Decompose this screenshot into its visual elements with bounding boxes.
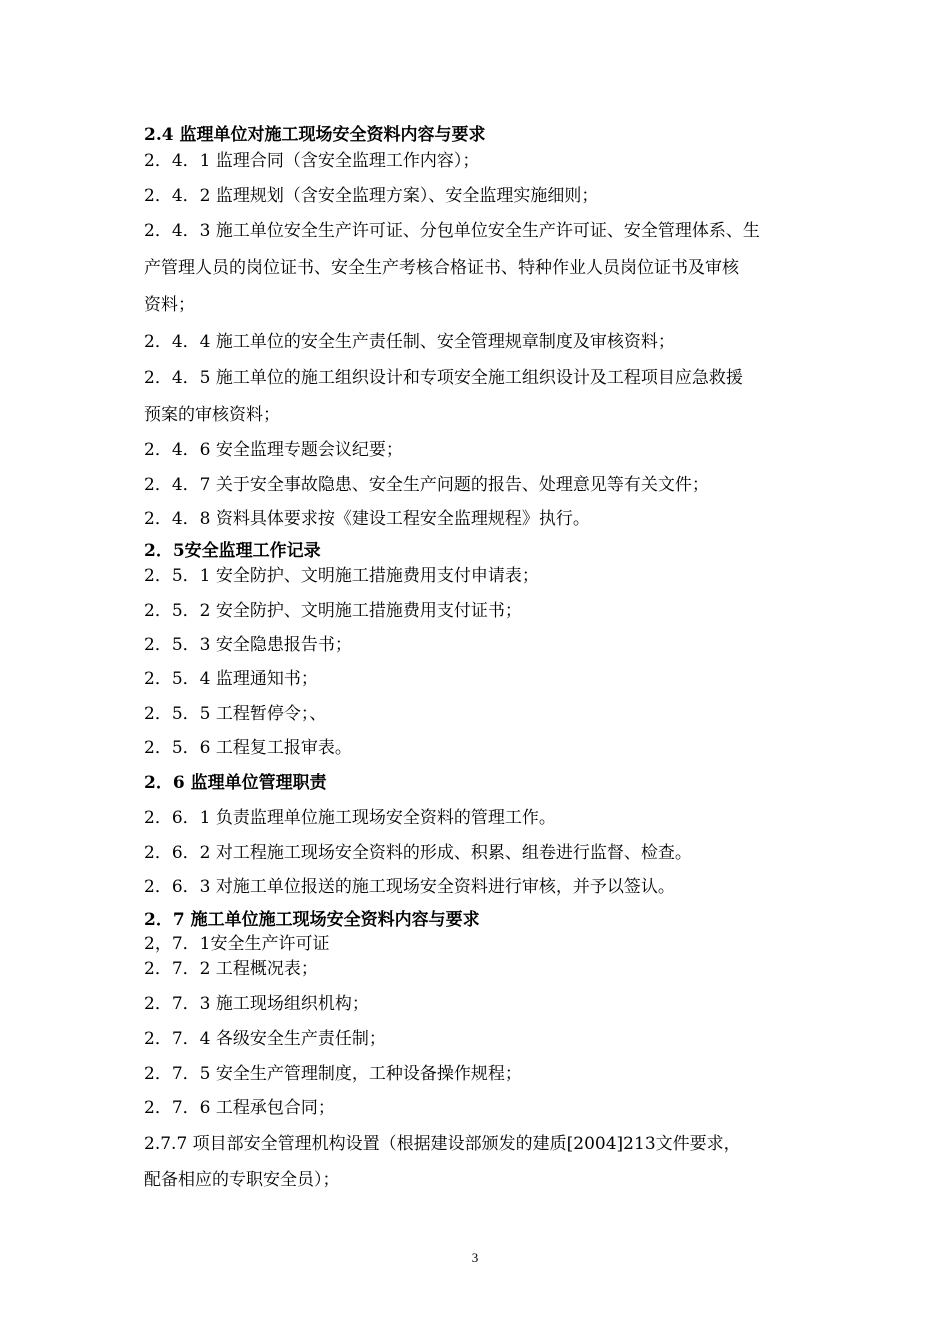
list-item: 2．6．1 负责监理单位施工现场安全资料的管理工作。 bbox=[144, 808, 556, 828]
list-item: 2．4．6 安全监理专题会议纪要； bbox=[144, 440, 403, 460]
list-item: 2．5．1 安全防护、文明施工措施费用支付申请表； bbox=[144, 566, 539, 586]
page-number: 3 bbox=[471, 1250, 479, 1265]
list-item: 2.7.7 项目部安全管理机构设置（根据建设部颁发的建质[2004]213文件要求， bbox=[144, 1134, 741, 1154]
list-item: 2．4．3 施工单位安全生产许可证、分包单位安全生产许可证、安全管理体系、生 bbox=[144, 221, 760, 241]
list-item: 配备相应的专职安全员）； bbox=[144, 1170, 340, 1190]
list-item: 2．5．6 工程复工报审表。 bbox=[144, 738, 352, 758]
list-item: 资料； bbox=[144, 295, 195, 315]
section-heading-2-4: 2.4 监理单位对施工现场安全资料内容与要求 bbox=[144, 125, 486, 145]
list-item: 2．5．4 监理通知书； bbox=[144, 669, 318, 689]
list-item: 产管理人员的岗位证书、安全生产考核合格证书、特种作业人员岗位证书及审核 bbox=[144, 258, 739, 278]
section-heading-2-7: 2．7 施工单位施工现场安全资料内容与要求 bbox=[144, 910, 480, 930]
list-item: 2．5．2 安全防护、文明施工措施费用支付证书； bbox=[144, 601, 522, 621]
list-item: 2．5．3 安全隐患报告书； bbox=[144, 635, 352, 655]
list-item: 2．5．5 工程暂停令；、 bbox=[144, 704, 327, 724]
list-item: 2．6．2 对工程施工现场安全资料的形成、积累、组卷进行监督、检查。 bbox=[144, 843, 692, 863]
list-item: 2．7．6 工程承包合同； bbox=[144, 1098, 335, 1118]
list-item: 2，7．1安全生产许可证 bbox=[144, 934, 330, 954]
list-item: 预案的审核资料； bbox=[144, 405, 280, 425]
list-item: 2．4．2 监理规划（含安全监理方案）、安全监理实施细则； bbox=[144, 186, 599, 206]
list-item: 2．4．1 监理合同（含安全监理工作内容）； bbox=[144, 151, 480, 171]
section-heading-2-6: 2．6 监理单位管理职责 bbox=[144, 773, 327, 793]
list-item: 2．7．2 工程概况表； bbox=[144, 959, 318, 979]
list-item: 2．4．8 资料具体要求按《建设工程安全监理规程》执行。 bbox=[144, 509, 590, 529]
list-item: 2．4．4 施工单位的安全生产责任制、安全管理规章制度及审核资料； bbox=[144, 332, 675, 352]
section-heading-2-5: 2．5安全监理工作记录 bbox=[144, 541, 321, 561]
list-item: 2．4．7 关于安全事故隐患、安全生产问题的报告、处理意见等有关文件； bbox=[144, 475, 709, 495]
list-item: 2．7．3 施工现场组织机构； bbox=[144, 994, 369, 1014]
list-item: 2．7．5 安全生产管理制度，工种设备操作规程； bbox=[144, 1064, 522, 1084]
list-item: 2．4．5 施工单位的施工组织设计和专项安全施工组织设计及工程项目应急救援 bbox=[144, 368, 743, 388]
list-item: 2．6．3 对施工单位报送的施工现场安全资料进行审核，并予以签认。 bbox=[144, 877, 675, 897]
list-item: 2．7．4 各级安全生产责任制； bbox=[144, 1029, 386, 1049]
